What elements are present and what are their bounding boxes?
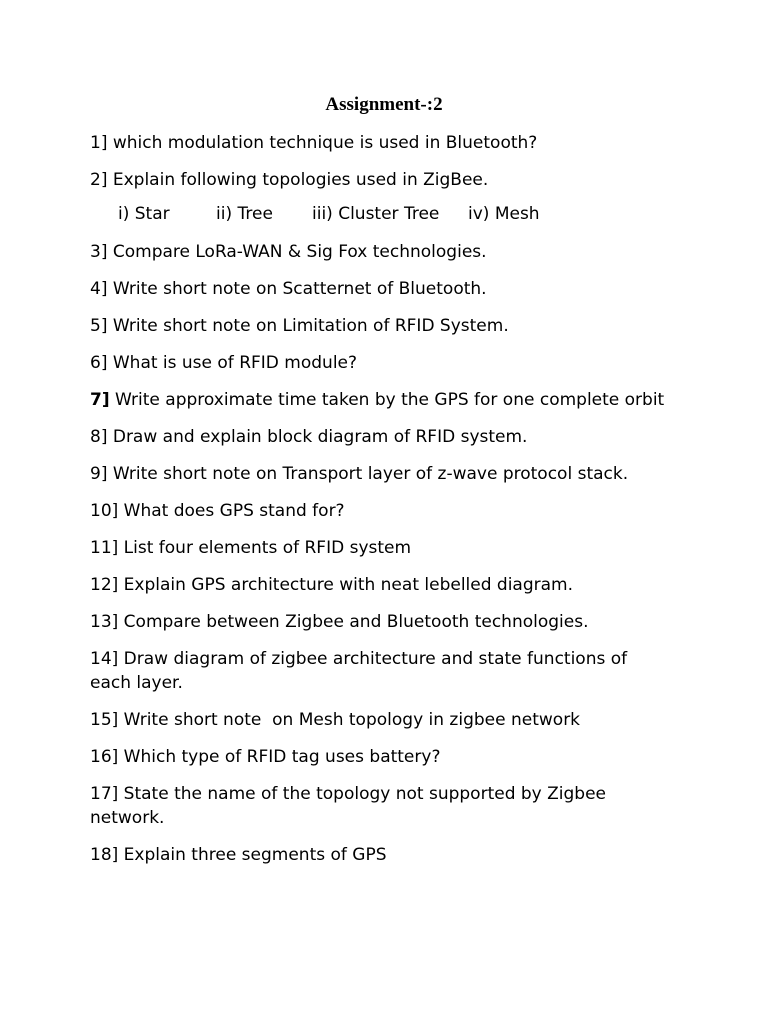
question-4 [90,277,670,301]
question-number: 10] [90,501,119,521]
question-number: 17] [90,784,119,804]
question-7 [90,388,670,412]
question-number: 8] [90,427,108,447]
option-tree: ii) Tree [216,204,273,224]
question-number: 5] [90,316,108,336]
question-18 [90,843,670,867]
question-text: Explain three segments of GPS [118,845,387,865]
question-text: Write approximate time taken by the GPS for one complete orbit [109,390,665,410]
question-14 [90,647,670,695]
question-number: 15] [90,710,119,730]
question-number: 1] [90,133,108,153]
question-text: Write short note on Scatternet of Bluetooth. [107,279,487,299]
question-10 [90,499,670,523]
page-title: Assignment-:2 [325,94,443,115]
question-number: 2] [90,170,108,190]
question-number: 14] [90,649,119,669]
question-2 [90,168,670,192]
question-text: What does GPS stand for? [118,501,345,521]
question-text: Compare LoRa-WAN & Sig Fox technologies. [107,242,487,262]
question-text: Explain GPS architecture with neat lebelled diagram. [118,575,574,595]
question-6 [90,351,670,375]
question-text: State the name of the topology not supported by Zigbee network. [90,784,607,828]
question-number: 13] [90,612,119,632]
question-number: 11] [90,538,119,558]
question-text: Draw diagram of zigbee architecture and state functions of each layer. [90,649,628,693]
question-5 [90,314,670,338]
question-16 [90,745,670,769]
question-text: Write short note on Limitation of RFID System. [107,316,509,336]
option-mesh: iv) Mesh [468,204,540,224]
question-17 [90,782,670,830]
question-12 [90,573,670,597]
question-list [90,131,670,880]
question-9 [90,462,670,486]
option-cluster-tree: iii) Cluster Tree [312,204,440,224]
question-15 [90,708,670,732]
question-13 [90,610,670,634]
question-number: 9] [90,464,108,484]
question-text: What is use of RFID module? [107,353,358,373]
question-text: which modulation technique is used in Bluetooth? [107,133,538,153]
question-number: 4] [90,279,108,299]
question-1 [90,131,670,155]
question-text: Write short note on Mesh topology in zigbee network [118,710,581,730]
question-2-options [118,202,670,226]
question-8 [90,425,670,449]
question-number: 3] [90,242,108,262]
question-number: 12] [90,575,119,595]
question-11 [90,536,670,560]
question-3 [90,240,670,264]
option-star: i) Star [118,204,170,224]
question-text: Compare between Zigbee and Bluetooth technologies. [118,612,589,632]
question-text: Write short note on Transport layer of z-wave protocol stack. [107,464,629,484]
question-text: Draw and explain block diagram of RFID system. [107,427,528,447]
question-number: 6] [90,353,108,373]
question-text: List four elements of RFID system [118,538,412,558]
question-number: 16] [90,747,119,767]
question-number: 7] [90,390,110,410]
question-text: Explain following topologies used in ZigBee. [107,170,489,190]
question-number: 18] [90,845,119,865]
question-text: Which type of RFID tag uses battery? [118,747,441,767]
